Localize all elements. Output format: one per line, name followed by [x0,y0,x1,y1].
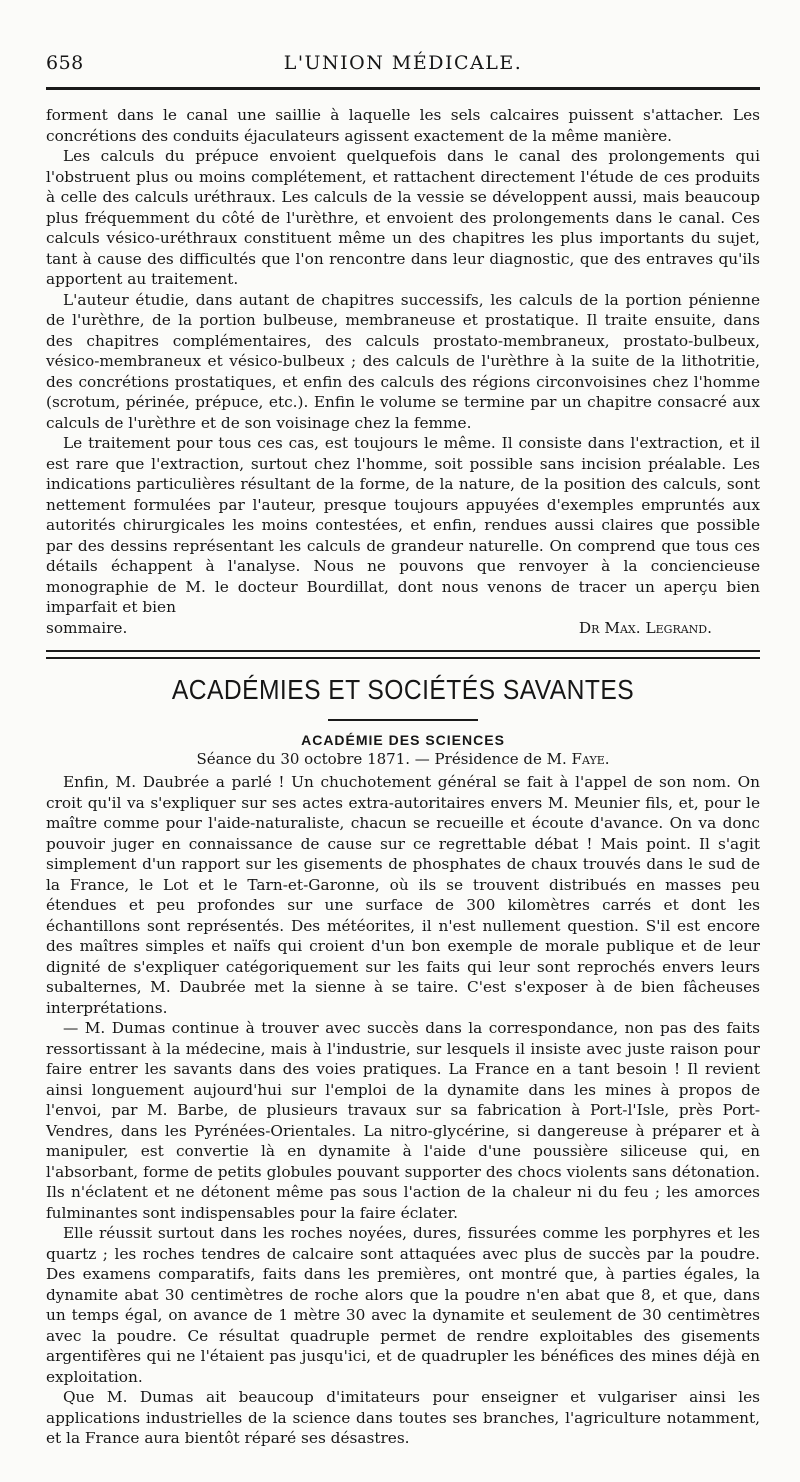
title-rule [328,719,478,721]
page-header [46,52,760,96]
session-president: Faye. [571,750,610,768]
academy-paragraph: Elle réussit surtout dans les roches noyées, dures, fissurées comme les porphyres et les quartz ; les roches tendres de calcaire sont attaquées avec plus de succès par la poudre. Des examens comparatifs, faits dans les premières, ont montré que, à parties égales, la dynamite abat 30 centimètres de roche alors que la poudre n'en abat que 8, et que, dans un temps égal, on avance de 1 mètre 30 avec la dynamite et seulement de 30 centimètres avec la poudre. Ce résultat quadruple permet de rendre exploitables des gisements argentifères qui ne l'étaient pas jusqu'ici, et de quadrupler les bénéfices des mines déjà en exploitation. [46,1224,760,1386]
section-title: ACADÉMIES ET SOCIÉTÉS SAVANTES [171,674,635,705]
journal-page [0,52,800,1482]
review-signature-line [46,618,760,639]
subsection-title: ACADÉMIE DES SCIENCES [301,732,505,748]
book-review-section [46,105,760,638]
session-info: Séance du 30 octobre 1871. — Présidence de M. [196,750,567,768]
review-last-line: sommaire. [46,618,128,637]
review-paragraph: Les calculs du prépuce envoient quelquefois dans le canal des prolongements qui l'obstruent plus ou moins complétement, et rattachent directement l'étude de ces produits à celle des calculs uréthraux. Les calculs de la vessie se développent aussi, mais beaucoup plus fréquemment du côté de l'urèthre, et envoient des prolongements dans le canal. Ces calculs vésico-uréthraux constituent même un des chapitres les plus importants du sujet, tant à cause des difficultés que l'on rencontre dans leur diagnostic, que des entraves qu'ils apportent au traitement. [46,147,760,288]
header-rule [46,87,760,90]
running-title: L'UNION MÉDICALE. [283,52,523,74]
review-paragraph: L'auteur étudie, dans autant de chapitres successifs, les calculs de la portion pénienne de l'urèthre, de la portion bulbeuse, membraneuse et prostatique. Il traite ensuite, dans des chapitres complémentaires, des calculs prostato-membraneux, prostato-bulbeux, vésico-membraneux et vésico-bulbeux ; des calculs de l'urèthre à la suite de la lithotritie, des concrétions prostatiques, et enfin des calculs des régions circonvoisines chez l'homme (scrotum, périnée, prépuce, etc.). Enfin le volume se termine par un chapitre consacré aux calculs de l'urèthre et de son voisinage chez la femme. [46,290,760,432]
academy-paragraph: — M. Dumas continue à trouver avec succès dans la correspondance, non pas des faits ressortissant à la médecine, mais à l'industrie, sur lesquels il insiste avec juste raison pour faire entrer les savants dans des voies pratiques. La France en a tant besoin ! Il revient ainsi longuement aujourd'hui sur l'emploi de la dynamite dans les mines à propos de l'envoi, par M. Barbe, de plusieurs travaux sur sa fabrication à Port-l'Isle, près Port-Vendres, dans les Pyrénées-Orientales. La nitro-glycérine, si dangereuse à préparer et à manipuler, est convertie là en dynamite à l'aide d'une poussière siliceuse qui, en l'absorbant, forme de petits globules pouvant supporter des chocs violents sans détonation. Ils n'éclatent et ne détonent même pas sous l'action de la chaleur ni du feu ; les amorces fulminantes sont indispensables pour la faire éclater. [46,1019,760,1222]
review-paragraph: Le traitement pour tous ces cas, est toujours le même. Il consiste dans l'extraction, et il est rare que l'extraction, surtout chez l'homme, soit possible sans incision préalable. Les indications particulières résultant de la forme, de la nature, de la position des calculs, sont nettement formulées par l'auteur, presque toujours appuyées d'exemples empruntés aux autorités chirurgicales les moins contestées, et enfin, rendues aussi claires que possible par des dessins représentant les calculs de grandeur naturelle. On comprend que tous ces détails échappent à l'analyse. Nous ne pouvons que renvoyer à la conciencieuse monographie de M. le docteur Bourdillat, dont nous venons de tracer un aperçu bien imparfait et bien [46,434,760,616]
academy-paragraph: Que M. Dumas ait beaucoup d'imitateurs pour enseigner et vulgariser ainsi les applications industrielles de la science dans toutes ses branches, l'agriculture notamment, et la France aura bientôt réparé ses désastres. [46,1388,760,1447]
page-number: 658 [46,52,84,74]
author-signature: Dr Max. Legrand. [578,618,712,637]
session-line [46,749,760,769]
academy-paragraph: Enfin, M. Daubrée a parlé ! Un chuchotement général se fait à l'appel de son nom. On croit qu'il va s'expliquer sur ses actes extra-autoritaires envers M. Meunier fils, et, pour le maître comme pour l'aide-naturaliste, chacun se recueille et écoute d'avance. On va donc pouvoir juger en connaissance de cause sur ce regrettable débat ! Mais point. Il s'agit simplement d'un rapport sur les gisements de phosphates de chaux trouvés dans le sud de la France, le Lot et le Tarn-et-Garonne, où ils se trouvent distribués en masses peu étendues et peu profondes sur une surface de 300 kilomètres carrés et dont les échantillons sont représentés. Des météorites, il n'est nullement question. S'il est encore des maîtres simples et naïfs qui croient d'un bon exemple de morale publique et de leur dignité de s'expliquer catégoriquement sur les faits qui leur sont reprochés envers leurs subalternes, M. Daubrée met la sienne à se taire. C'est s'exposer à de bien fâcheuses interprétations. [46,773,760,1017]
section-divider [46,650,760,659]
review-paragraph: forment dans le canal une saillie à laquelle les sels calcaires puissent s'attacher. Les concrétions des conduits éjaculateurs agissent exactement de la même manière. [46,106,760,145]
academy-report [46,772,760,1449]
